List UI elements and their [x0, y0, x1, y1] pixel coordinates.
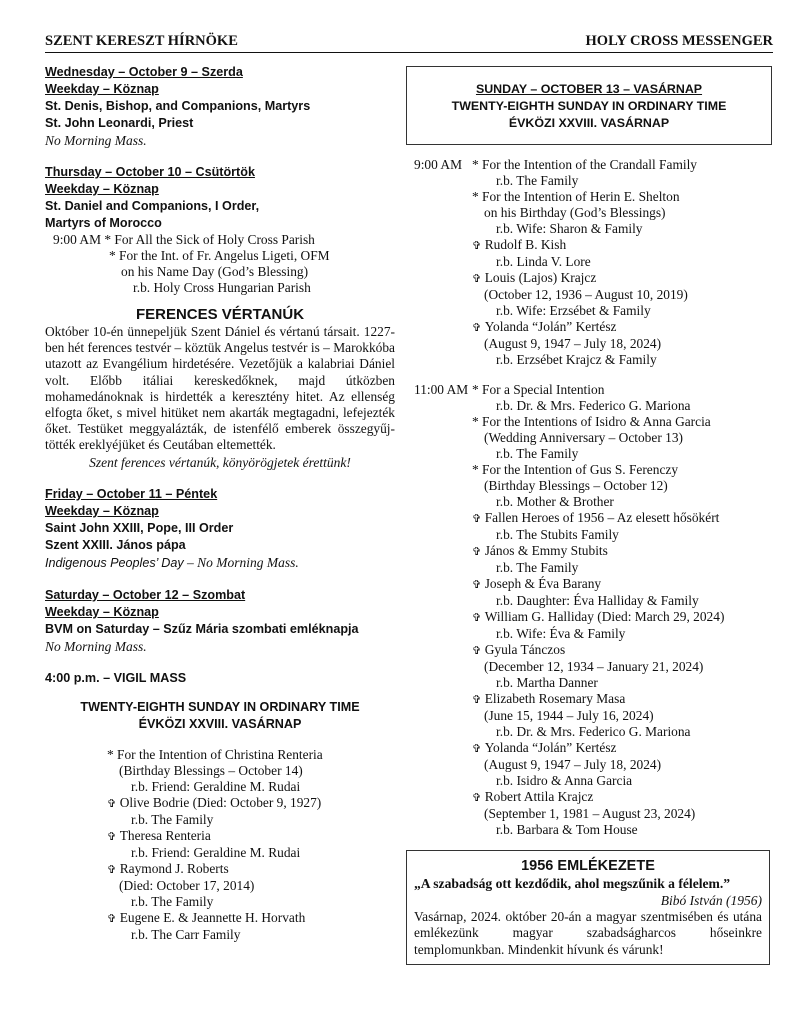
mass-intention-detail: on his Name Day (God’s Blessing) — [121, 264, 309, 279]
wednesday-section — [45, 64, 395, 149]
article-section — [45, 306, 395, 471]
feast-line: Martyrs of Morocco — [45, 216, 162, 230]
requested-by — [107, 779, 395, 795]
mass-9am-intentions — [406, 157, 772, 368]
intention-text: Yolanda “Jolán” Kertész — [484, 319, 617, 334]
requested-by — [107, 845, 395, 861]
requested-by — [472, 254, 772, 270]
cross-icon: ✞ — [472, 693, 485, 706]
intention-text: (June 15, 1944 – July 16, 2024) — [484, 708, 654, 723]
mass-intention — [107, 878, 395, 894]
mass-intention — [472, 382, 772, 398]
requested-by — [472, 626, 772, 642]
intention-text: Robert Attila Krajcz — [484, 789, 594, 804]
intention-text: Rudolf B. Kish — [484, 237, 567, 252]
memorial-intention — [472, 740, 772, 757]
day-title: Friday – October 11 – Péntek — [45, 486, 218, 501]
cross-icon: ✞ — [472, 611, 485, 624]
requested-by — [472, 303, 772, 319]
mass-time: 11:00 AM — [414, 382, 469, 397]
cross-icon: ✞ — [472, 239, 485, 252]
requested-by — [472, 822, 772, 838]
mass-intention — [472, 478, 772, 494]
cross-icon: ✞ — [107, 829, 120, 843]
requested-by — [107, 812, 395, 828]
memorial-quote: „A szabadság ott kezdődik, ahol megszűnik a félelem.” — [414, 876, 731, 891]
left-column — [45, 64, 395, 943]
mass-intention — [472, 806, 772, 822]
intention-text: Elizabeth Rosemary Masa — [484, 691, 626, 706]
requested-by — [472, 675, 772, 691]
intention-text: r.b. The Family — [496, 560, 579, 575]
mass-intention — [472, 287, 772, 303]
intention-text: r.b. Erzsébet Krajcz & Family — [496, 352, 657, 367]
intention-text: (Birthday Blessings – October 14) — [119, 762, 303, 778]
mass-intention — [472, 757, 772, 773]
feast-line: St. Daniel and Companions, I Order, — [45, 199, 260, 213]
intention-text: (Died: October 17, 2014) — [119, 877, 255, 893]
intention-text: János & Emmy Stubits — [484, 543, 608, 558]
intention-text: r.b. Friend: Geraldine M. Rudai — [131, 778, 301, 794]
mass-intention — [472, 189, 772, 205]
holiday-note: Indigenous Peoples’ Day — [45, 555, 184, 570]
sunday-subtitle-hungarian: ÉVKÖZI XXVIII. VASÁRNAP — [508, 116, 670, 130]
memorial-intention — [472, 510, 772, 527]
intention-text: * For the Intention of the Crandall Family — [472, 157, 697, 172]
article-body: Október 10-én ünnepeljük Szent Dániel és vértanú társait. 1227-ben hét ferences testvér – köztük Angelus testvér is – Marokkóba utazott az Evangélium hirdetésére. Vezetőjük a kalabriai Dániel volt. Előbb itáliai kereskedőknek, majd útközben mohamedánoknak is hirdették a keresztény hitet. Az ellenség elfogta őket, s mivel hitüket nem akarták megtagadni, lefejezték őket. Testüket meggyalázták, de istenfélő emberek összegyűjtötték ereklyéjüket és Ceutában eltemették. — [45, 324, 395, 453]
page-header — [45, 30, 773, 53]
mass-intention — [107, 747, 395, 763]
intention-text: * For the Intention of Herin E. Shelton — [472, 189, 680, 204]
day-subtitle: Weekday – Köznap — [45, 604, 159, 619]
header-title-hungarian: SZENT KERESZT HÍRNÖKE — [45, 33, 238, 49]
intention-text: * For the Intention of Christina Renteria — [107, 746, 323, 762]
friday-section — [45, 486, 395, 572]
intention-text: * For the Intentions of Isidro & Anna Garcia — [472, 414, 711, 429]
intention-text: r.b. Daughter: Éva Halliday & Family — [496, 593, 699, 608]
vigil-section — [45, 670, 395, 943]
requested-by — [107, 927, 395, 943]
requested-by — [472, 446, 772, 462]
memorial-intention — [107, 828, 395, 845]
feast-line: Saint John XXIII, Pope, III Order — [45, 520, 234, 535]
requested-by — [472, 398, 772, 414]
intention-text: (August 9, 1947 – July 18, 2024) — [484, 336, 662, 351]
mass-intention — [472, 462, 772, 478]
intention-text: r.b. Linda V. Lore — [496, 254, 591, 269]
cross-icon: ✞ — [472, 578, 485, 591]
intention-text: r.b. The Family — [131, 893, 214, 909]
memorial-intention — [472, 270, 772, 287]
memorial-intention — [472, 237, 772, 254]
intention-text: r.b. The Family — [496, 173, 579, 188]
vigil-subtitle-hungarian: ÉVKÖZI XXVIII. VASÁRNAP — [138, 716, 302, 731]
feast-line: Szent XXIII. János pápa — [45, 537, 186, 552]
intention-text: r.b. Friend: Geraldine M. Rudai — [131, 844, 301, 860]
sunday-box — [406, 66, 772, 145]
mass-time: 9:00 AM — [414, 157, 462, 172]
intention-text: Eugene E. & Jeannette H. Horvath — [119, 909, 306, 925]
intention-text: (December 12, 1934 – January 21, 2024) — [484, 659, 704, 674]
vigil-title: 4:00 p.m. – VIGIL MASS — [45, 670, 187, 685]
intention-text: Olive Bodrie (Died: October 9, 1927) — [119, 794, 322, 810]
memorial-intention — [472, 789, 772, 806]
day-subtitle: Weekday – Köznap — [45, 503, 159, 518]
intention-text: (September 1, 1981 – August 23, 2024) — [484, 806, 696, 821]
requested-by — [472, 593, 772, 609]
memorial-title: 1956 EMLÉKEZETE — [521, 858, 655, 874]
article-title: FERENCES VÉRTANÚK — [135, 306, 305, 323]
article-prayer: Szent ferences vértanúk, könyörögjetek érettünk! — [89, 454, 351, 470]
sunday-title: SUNDAY – OCTOBER 13 – VASÁRNAP — [475, 82, 703, 96]
vigil-intentions — [45, 747, 395, 943]
intention-text: r.b. Wife: Sharon & Family — [496, 221, 643, 236]
mass-note: No Morning Mass. — [45, 133, 147, 148]
memorial-intention — [107, 910, 395, 927]
day-title: Thursday – October 10 – Csütörtök — [45, 165, 255, 179]
memorial-intention — [472, 609, 772, 626]
requested-by — [472, 527, 772, 543]
memorial-intention — [472, 543, 772, 560]
intention-text: (October 12, 1936 – August 10, 2019) — [484, 287, 688, 302]
sunday-subtitle: TWENTY-EIGHTH SUNDAY IN ORDINARY TIME — [451, 99, 727, 113]
intention-text: r.b. The Family — [496, 446, 579, 461]
intention-text: r.b. Wife: Erzsébet & Family — [496, 303, 651, 318]
intention-text: Gyula Tánczos — [484, 642, 566, 657]
intention-text: Louis (Lajos) Krajcz — [484, 270, 597, 285]
saturday-section — [45, 587, 395, 655]
mass-intention — [472, 414, 772, 430]
requested-by: r.b. Holy Cross Hungarian Parish — [133, 280, 311, 295]
intention-text: Yolanda “Jolán” Kertész — [484, 740, 617, 755]
memorial-intention — [107, 795, 395, 812]
memorial-intention — [107, 861, 395, 878]
feast-line: St. John Leonardi, Priest — [45, 116, 194, 130]
day-title: Saturday – October 12 – Szombat — [45, 587, 246, 602]
mass-11am-intentions — [406, 382, 772, 838]
cross-icon: ✞ — [472, 545, 485, 558]
requested-by — [472, 560, 772, 576]
memorial-intention — [472, 642, 772, 659]
requested-by — [107, 894, 395, 910]
requested-by — [472, 724, 772, 740]
mass-intention — [472, 205, 772, 221]
memorial-intention — [472, 319, 772, 336]
day-subtitle: Weekday – Köznap — [45, 82, 159, 96]
cross-icon: ✞ — [472, 742, 485, 755]
cross-icon: ✞ — [472, 321, 485, 334]
mass-9am — [406, 157, 772, 368]
cross-icon: ✞ — [472, 272, 485, 285]
cross-icon: ✞ — [107, 862, 120, 876]
memorial-intention — [472, 576, 772, 593]
requested-by — [472, 494, 772, 510]
mass-intention — [472, 157, 772, 173]
mass-intention — [472, 430, 772, 446]
feast-line: BVM on Saturday – Szűz Mária szombati emléknapja — [45, 621, 359, 636]
mass-note: No Morning Mass. — [45, 638, 147, 654]
cross-icon: ✞ — [472, 512, 485, 525]
intention-text: r.b. Dr. & Mrs. Federico G. Mariona — [496, 724, 691, 739]
mass-intention — [472, 336, 772, 352]
requested-by — [472, 221, 772, 237]
intention-text: Theresa Renteria — [119, 827, 211, 843]
requested-by — [472, 173, 772, 189]
mass-intention: 9:00 AM * For All the Sick of Holy Cross Parish — [53, 232, 315, 247]
intention-text: r.b. Wife: Éva & Family — [496, 626, 626, 641]
intention-text: Raymond J. Roberts — [119, 860, 229, 876]
intention-text: * For a Special Intention — [472, 382, 605, 397]
intention-text: * For the Intention of Gus S. Ferenczy — [472, 462, 679, 477]
intention-text: Fallen Heroes of 1956 – Az elesett hősökért — [484, 510, 720, 525]
day-title: Wednesday – October 9 – Szerda — [45, 65, 243, 79]
feast-line: St. Denis, Bishop, and Companions, Martyrs — [45, 99, 311, 113]
intention-text: r.b. Martha Danner — [496, 675, 598, 690]
intention-text: r.b. Dr. & Mrs. Federico G. Mariona — [496, 398, 691, 413]
mass-note: – No Morning Mass. — [183, 554, 299, 570]
intention-text: (Birthday Blessings – October 12) — [484, 478, 668, 493]
requested-by — [472, 773, 772, 789]
memorial-box — [406, 850, 770, 965]
requested-by — [472, 352, 772, 368]
intention-text: r.b. Mother & Brother — [496, 494, 614, 509]
cross-icon: ✞ — [107, 796, 120, 810]
mass-intention — [107, 763, 395, 779]
intention-text: Joseph & Éva Barany — [484, 576, 602, 591]
intention-text: r.b. Barbara & Tom House — [496, 822, 638, 837]
intention-text: (Wedding Anniversary – October 13) — [484, 430, 683, 445]
right-column — [406, 64, 772, 965]
memorial-intention — [472, 691, 772, 708]
header-title-english: HOLY CROSS MESSENGER — [585, 33, 773, 49]
intention-text: r.b. The Family — [131, 811, 214, 827]
cross-icon: ✞ — [107, 911, 120, 925]
cross-icon: ✞ — [472, 644, 485, 657]
mass-intention: * For the Int. of Fr. Angelus Ligeti, OFM — [109, 248, 330, 263]
intention-text: r.b. The Stubits Family — [496, 527, 619, 542]
intention-text: on his Birthday (God’s Blessings) — [484, 205, 666, 220]
thursday-section — [45, 164, 395, 296]
intention-text: William G. Halliday (Died: March 29, 2024) — [484, 609, 725, 624]
mass-intention — [472, 659, 772, 675]
mass-11am — [406, 382, 772, 838]
intention-text: r.b. The Carr Family — [131, 926, 241, 942]
day-subtitle: Weekday – Köznap — [45, 182, 159, 196]
memorial-quote-author: Bibó István (1956) — [660, 893, 762, 908]
intention-text: r.b. Isidro & Anna Garcia — [496, 773, 633, 788]
mass-intention — [472, 708, 772, 724]
vigil-subtitle: TWENTY-EIGHTH SUNDAY IN ORDINARY TIME — [80, 699, 360, 714]
intention-text: (August 9, 1947 – July 18, 2024) — [484, 757, 662, 772]
memorial-body: Vasárnap, 2024. október 20-án a magyar szentmisében és utána emlékezünk magyar szabadságharcos hőseinkre templomunkban. Mindenkit hívunk és várunk! — [414, 909, 762, 957]
cross-icon: ✞ — [472, 791, 485, 804]
